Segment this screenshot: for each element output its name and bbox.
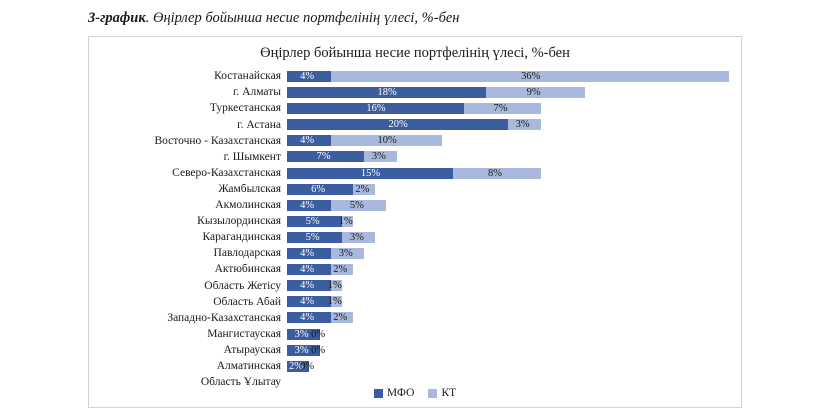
bar-value-label-mfo: 4% [300, 312, 315, 324]
bar-value-label-mfo: 18% [377, 87, 397, 99]
bar-group [287, 327, 743, 343]
figure-caption-text: . Өңірлер бойынша несие портфелінің үлесі, %-бен [145, 10, 460, 26]
bar-value-label-mfo: 4% [300, 264, 315, 276]
category-label: Область Ұлытау [200, 377, 281, 389]
bar-group [287, 198, 743, 214]
category-label: г. Шымкент [223, 151, 281, 163]
bar-value-label-kt: 2% [333, 312, 348, 324]
bar-group [287, 230, 743, 246]
chart-row [89, 133, 743, 149]
legend-swatch-icon [374, 389, 383, 398]
bar-value-label-kt: 36% [521, 71, 541, 82]
bar-value-label-mfo: 4% [300, 135, 315, 147]
bar-value-label-kt: 1% [327, 296, 342, 308]
bar-group [287, 278, 743, 294]
chart-row [89, 343, 743, 359]
bar-group [287, 149, 743, 165]
category-label: Павлодарская [213, 248, 281, 260]
chart-row [89, 294, 743, 310]
category-label: Восточно - Казахстанская [154, 135, 281, 147]
figure-caption-number: 3-график [88, 10, 146, 26]
bar-value-label-kt: 3% [371, 151, 386, 163]
bar-value-label-kt: 1% [327, 280, 342, 292]
bar-value-label-kt: 1% [338, 215, 353, 227]
bar-group [287, 69, 743, 85]
bar-value-label-kt: 3% [349, 231, 364, 243]
bar-group [287, 101, 743, 117]
bar-value-label-kt: 8% [487, 167, 502, 179]
chart-row [89, 327, 743, 343]
legend-label: КТ [441, 387, 457, 399]
bar-value-label-mfo: 15% [360, 167, 381, 179]
bar-value-label-mfo: 16% [366, 103, 386, 115]
legend-item[interactable] [428, 387, 456, 399]
bar-group [287, 182, 743, 198]
category-label: Жамбылская [218, 183, 281, 195]
category-label: Акмолинская [215, 200, 281, 212]
chart-row [89, 85, 743, 101]
bar-value-label-kt: 3% [338, 248, 353, 260]
figure-caption [88, 10, 460, 27]
bar-group [287, 246, 743, 262]
chart-row [89, 182, 743, 198]
bar-group [287, 133, 743, 149]
chart-row [89, 166, 743, 182]
category-label: Северо-Казахстанская [172, 167, 281, 179]
bar-value-label-kt: 2% [355, 183, 370, 195]
category-label: Область Жетісу [204, 280, 281, 292]
bar-group [287, 166, 743, 182]
category-label: г. Алматы [233, 87, 281, 99]
bar-value-label-mfo: 20% [388, 119, 408, 131]
category-label: Туркестанская [209, 103, 281, 115]
bar-value-label-kt: 3% [515, 119, 530, 131]
bar-group [287, 310, 743, 326]
bar-value-label-mfo: 4% [300, 296, 315, 308]
category-label: Костанайская [214, 71, 281, 83]
chart-row [89, 69, 743, 85]
chart-plot-area [89, 69, 743, 389]
bar-group [287, 85, 743, 101]
bar-value-label-mfo: 5% [305, 231, 320, 243]
bar-group [287, 294, 743, 310]
chart-row [89, 246, 743, 262]
category-label: Карагандинская [202, 232, 281, 244]
bar-value-label-kt: 0% [311, 328, 326, 340]
legend-label: МФО [386, 387, 415, 399]
bar-value-label-kt: 10% [377, 135, 397, 147]
chart-row [89, 230, 743, 246]
bar-value-label-kt: 7% [493, 103, 508, 115]
bar-value-label-kt: 2% [333, 264, 348, 276]
bar-value-label-mfo: 7% [316, 151, 331, 163]
bar-value-label-mfo: 4% [300, 71, 315, 82]
chart-row [89, 310, 743, 326]
bar-value-label-mfo: 5% [305, 215, 320, 227]
legend-swatch-icon [428, 389, 437, 398]
bar-value-label-mfo: 2% [289, 360, 304, 372]
bar-value-label-kt: 0% [311, 344, 326, 356]
bar-value-label-kt: 5% [349, 199, 364, 211]
legend-item[interactable] [374, 387, 415, 399]
category-label: Атырауская [223, 344, 281, 356]
category-label: Мангистауская [207, 328, 281, 340]
chart-row [89, 214, 743, 230]
bar-value-label-mfo: 4% [300, 248, 315, 260]
bar-value-label-mfo: 4% [300, 199, 315, 211]
bar-value-label-mfo: 4% [300, 280, 315, 292]
chart-row [89, 149, 743, 165]
chart-container [88, 36, 742, 408]
category-label: Актюбинская [214, 264, 281, 276]
chart-row [89, 262, 743, 278]
bar-group [287, 359, 743, 375]
bar-group [287, 117, 743, 133]
chart-row [89, 101, 743, 117]
category-label: Кызылординская [197, 216, 281, 228]
chart-legend [89, 387, 741, 399]
bar-value-label-mfo: 0% [288, 376, 302, 388]
chart-row [89, 278, 743, 294]
bar-value-label-kt: 9% [526, 87, 541, 99]
bar-value-label-mfo: 3% [294, 344, 309, 356]
category-label: Область Абай [213, 296, 281, 308]
bar-group [287, 262, 743, 278]
chart-row [89, 359, 743, 375]
bar-value-label-kt: 0% [300, 360, 315, 372]
bar-group [287, 214, 743, 230]
category-label: Алматинская [216, 360, 281, 372]
chart-row [89, 198, 743, 214]
bar-value-label-mfo: 6% [311, 183, 326, 195]
chart-title: Өңірлер бойынша несие портфелінің үлесі, %-бен [260, 45, 570, 61]
bar-group [287, 343, 743, 359]
category-label: Западно-Казахстанская [167, 312, 281, 324]
category-label: г. Астана [237, 119, 281, 131]
chart-row [89, 117, 743, 133]
bar-value-label-mfo: 3% [294, 328, 309, 340]
